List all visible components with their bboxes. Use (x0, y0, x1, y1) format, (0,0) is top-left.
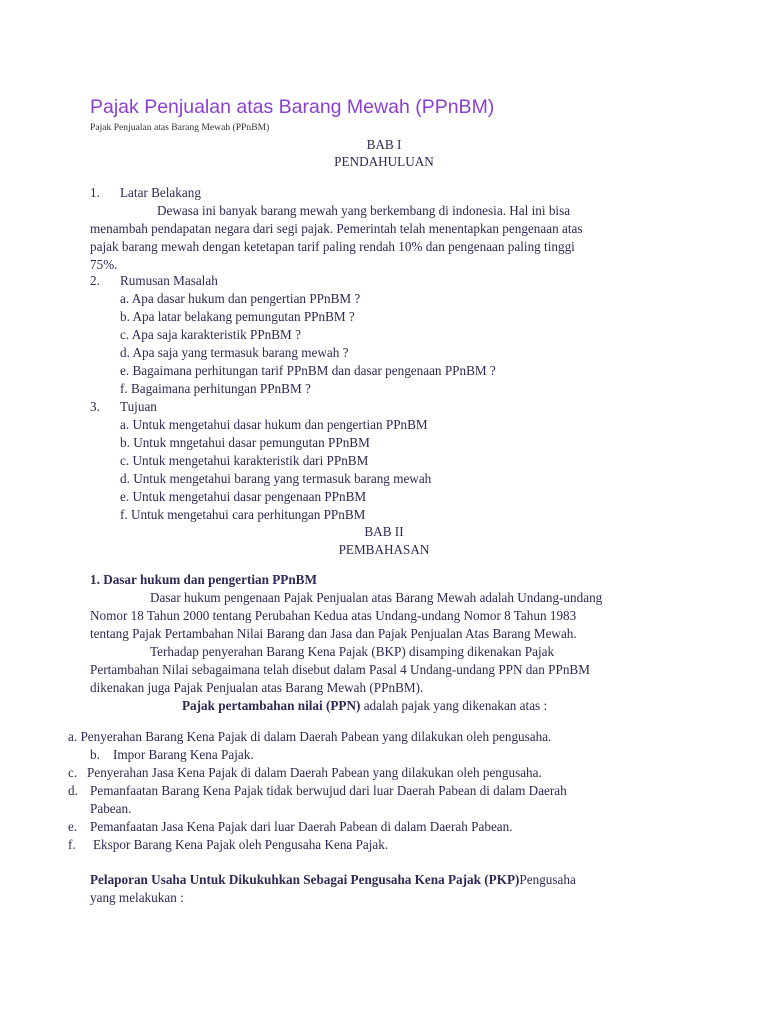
dasar-hukum-line: tentang Pajak Pertambahan Nilai Barang dan Jasa dan Pajak Penjualan Atas Barang Mewah. (90, 626, 577, 641)
ppn-list-item-b: Impor Barang Kena Pajak. (113, 747, 254, 762)
section1-line: menambah pendapatan negara dari segi pajak. Pemerintah telah menentapkan pengenaan atas (90, 221, 583, 236)
section3-label: Tujuan (120, 399, 157, 414)
section1-line: 75%. (90, 257, 118, 272)
document-title: Pajak Penjualan atas Barang Mewah (PPnBM) (90, 96, 495, 118)
ppn-list-num-b: b. (90, 747, 100, 762)
pelaporan-text: Pengusaha (519, 872, 576, 887)
ppn-term: Pajak pertambahan nilai (PPN) (182, 698, 361, 713)
tujuan-item: c. Untuk mengetahui karakteristik dari PPnBM (120, 453, 369, 468)
penyerahan-line: dikenakan juga Pajak Penjualan atas Barang Mewah (PPnBM). (90, 680, 424, 695)
section1-line: pajak barang mewah dengan ketetapan tarif paling rendah 10% dan pengenaan paling tinggi (90, 239, 575, 254)
rumusan-item: f. Bagaimana perhitungan PPnBM ? (120, 381, 311, 396)
ppn-list-num-d: d. (68, 783, 78, 798)
rumusan-item: e. Bagaimana perhitungan tarif PPnBM dan dasar pengenaan PPnBM ? (120, 363, 496, 378)
pelaporan-heading: Pelaporan Usaha Untuk Dikukuhkan Sebagai Pengusaha Kena Pajak (PKP) (90, 872, 520, 887)
pelaporan-paragraph (90, 871, 576, 889)
tujuan-item: b. Untuk mngetahui dasar pemungutan PPnBM (120, 435, 370, 450)
dasar-hukum-heading: 1. Dasar hukum dan pengertian PPnBM (90, 572, 317, 587)
penyerahan-line: Terhadap penyerahan Barang Kena Pajak (BKP) disamping dikenakan Pajak (150, 644, 555, 659)
bab1-name: PENDAHULUAN (334, 154, 434, 169)
tujuan-item: e. Untuk mengetahui dasar pengenaan PPnBM (120, 489, 367, 504)
bab1-heading: BAB I (366, 137, 402, 152)
ppn-list-item-c: Penyerahan Jasa Kena Pajak di dalam Daerah Pabean yang dilakukan oleh pengusaha. (87, 765, 542, 780)
pelaporan-line2: yang melakukan : (90, 890, 184, 905)
dasar-hukum-line: Nomor 18 Tahun 2000 tentang Perubahan Kedua atas Undang-undang Nomor 8 Tahun 1983 (90, 608, 577, 623)
tujuan-item: d. Untuk mengetahui barang yang termasuk barang mewah (120, 471, 432, 486)
ppn-list-num-e: e. (68, 819, 78, 834)
section1-number: 1. (90, 185, 100, 200)
bab2-heading: BAB II (364, 524, 404, 539)
ppn-list-item-d: Pemanfaatan Barang Kena Pajak tidak berwujud dari luar Daerah Pabean di dalam Daerah (90, 783, 567, 798)
ppn-list-item-d-cont: Pabean. (90, 801, 132, 816)
tujuan-item: a. Untuk mengetahui dasar hukum dan pengertian PPnBM (120, 417, 428, 432)
section1-label: Latar Belakang (120, 185, 201, 200)
ppn-definition-text: adalah pajak yang dikenakan atas : (360, 698, 548, 713)
section2-label: Rumusan Masalah (120, 273, 218, 288)
rumusan-item: c. Apa saja karakteristik PPnBM ? (120, 327, 301, 342)
ppn-list-item-e: Pemanfaatan Jasa Kena Pajak dari luar Daerah Pabean di dalam Daerah Pabean. (90, 819, 513, 834)
rumusan-item: b. Apa latar belakang pemungutan PPnBM ? (120, 309, 355, 324)
bab2-name: PEMBAHASAN (338, 542, 430, 557)
ppn-definition (182, 697, 547, 715)
rumusan-item: d. Apa saja yang termasuk barang mewah ? (120, 345, 349, 360)
ppn-list-num-c: c. (68, 765, 78, 780)
document-subtitle: Pajak Penjualan atas Barang Mewah (PPnBM) (90, 122, 270, 133)
ppn-list-item-f: Ekspor Barang Kena Pajak oleh Pengusaha Kena Pajak. (93, 837, 389, 852)
ppn-list-item-a: a. Penyerahan Barang Kena Pajak di dalam Daerah Pabean yang dilakukan oleh pengusaha. (68, 729, 552, 744)
dasar-hukum-line: Dasar hukum pengenaan Pajak Penjualan atas Barang Mewah adalah Undang-undang (150, 590, 603, 605)
section2-number: 2. (90, 273, 100, 288)
rumusan-item: a. Apa dasar hukum dan pengertian PPnBM ? (120, 291, 361, 306)
section3-number: 3. (90, 399, 100, 414)
tujuan-item: f. Untuk mengetahui cara perhitungan PPnBM (120, 507, 366, 522)
penyerahan-line: Pertambahan Nilai sebagaimana telah disebut dalam Pasal 4 Undang-undang PPN dan PPnBM (90, 662, 590, 677)
ppn-list-num-f: f. (68, 837, 76, 852)
section1-line: Dewasa ini banyak barang mewah yang berkembang di indonesia. Hal ini bisa (157, 203, 571, 218)
